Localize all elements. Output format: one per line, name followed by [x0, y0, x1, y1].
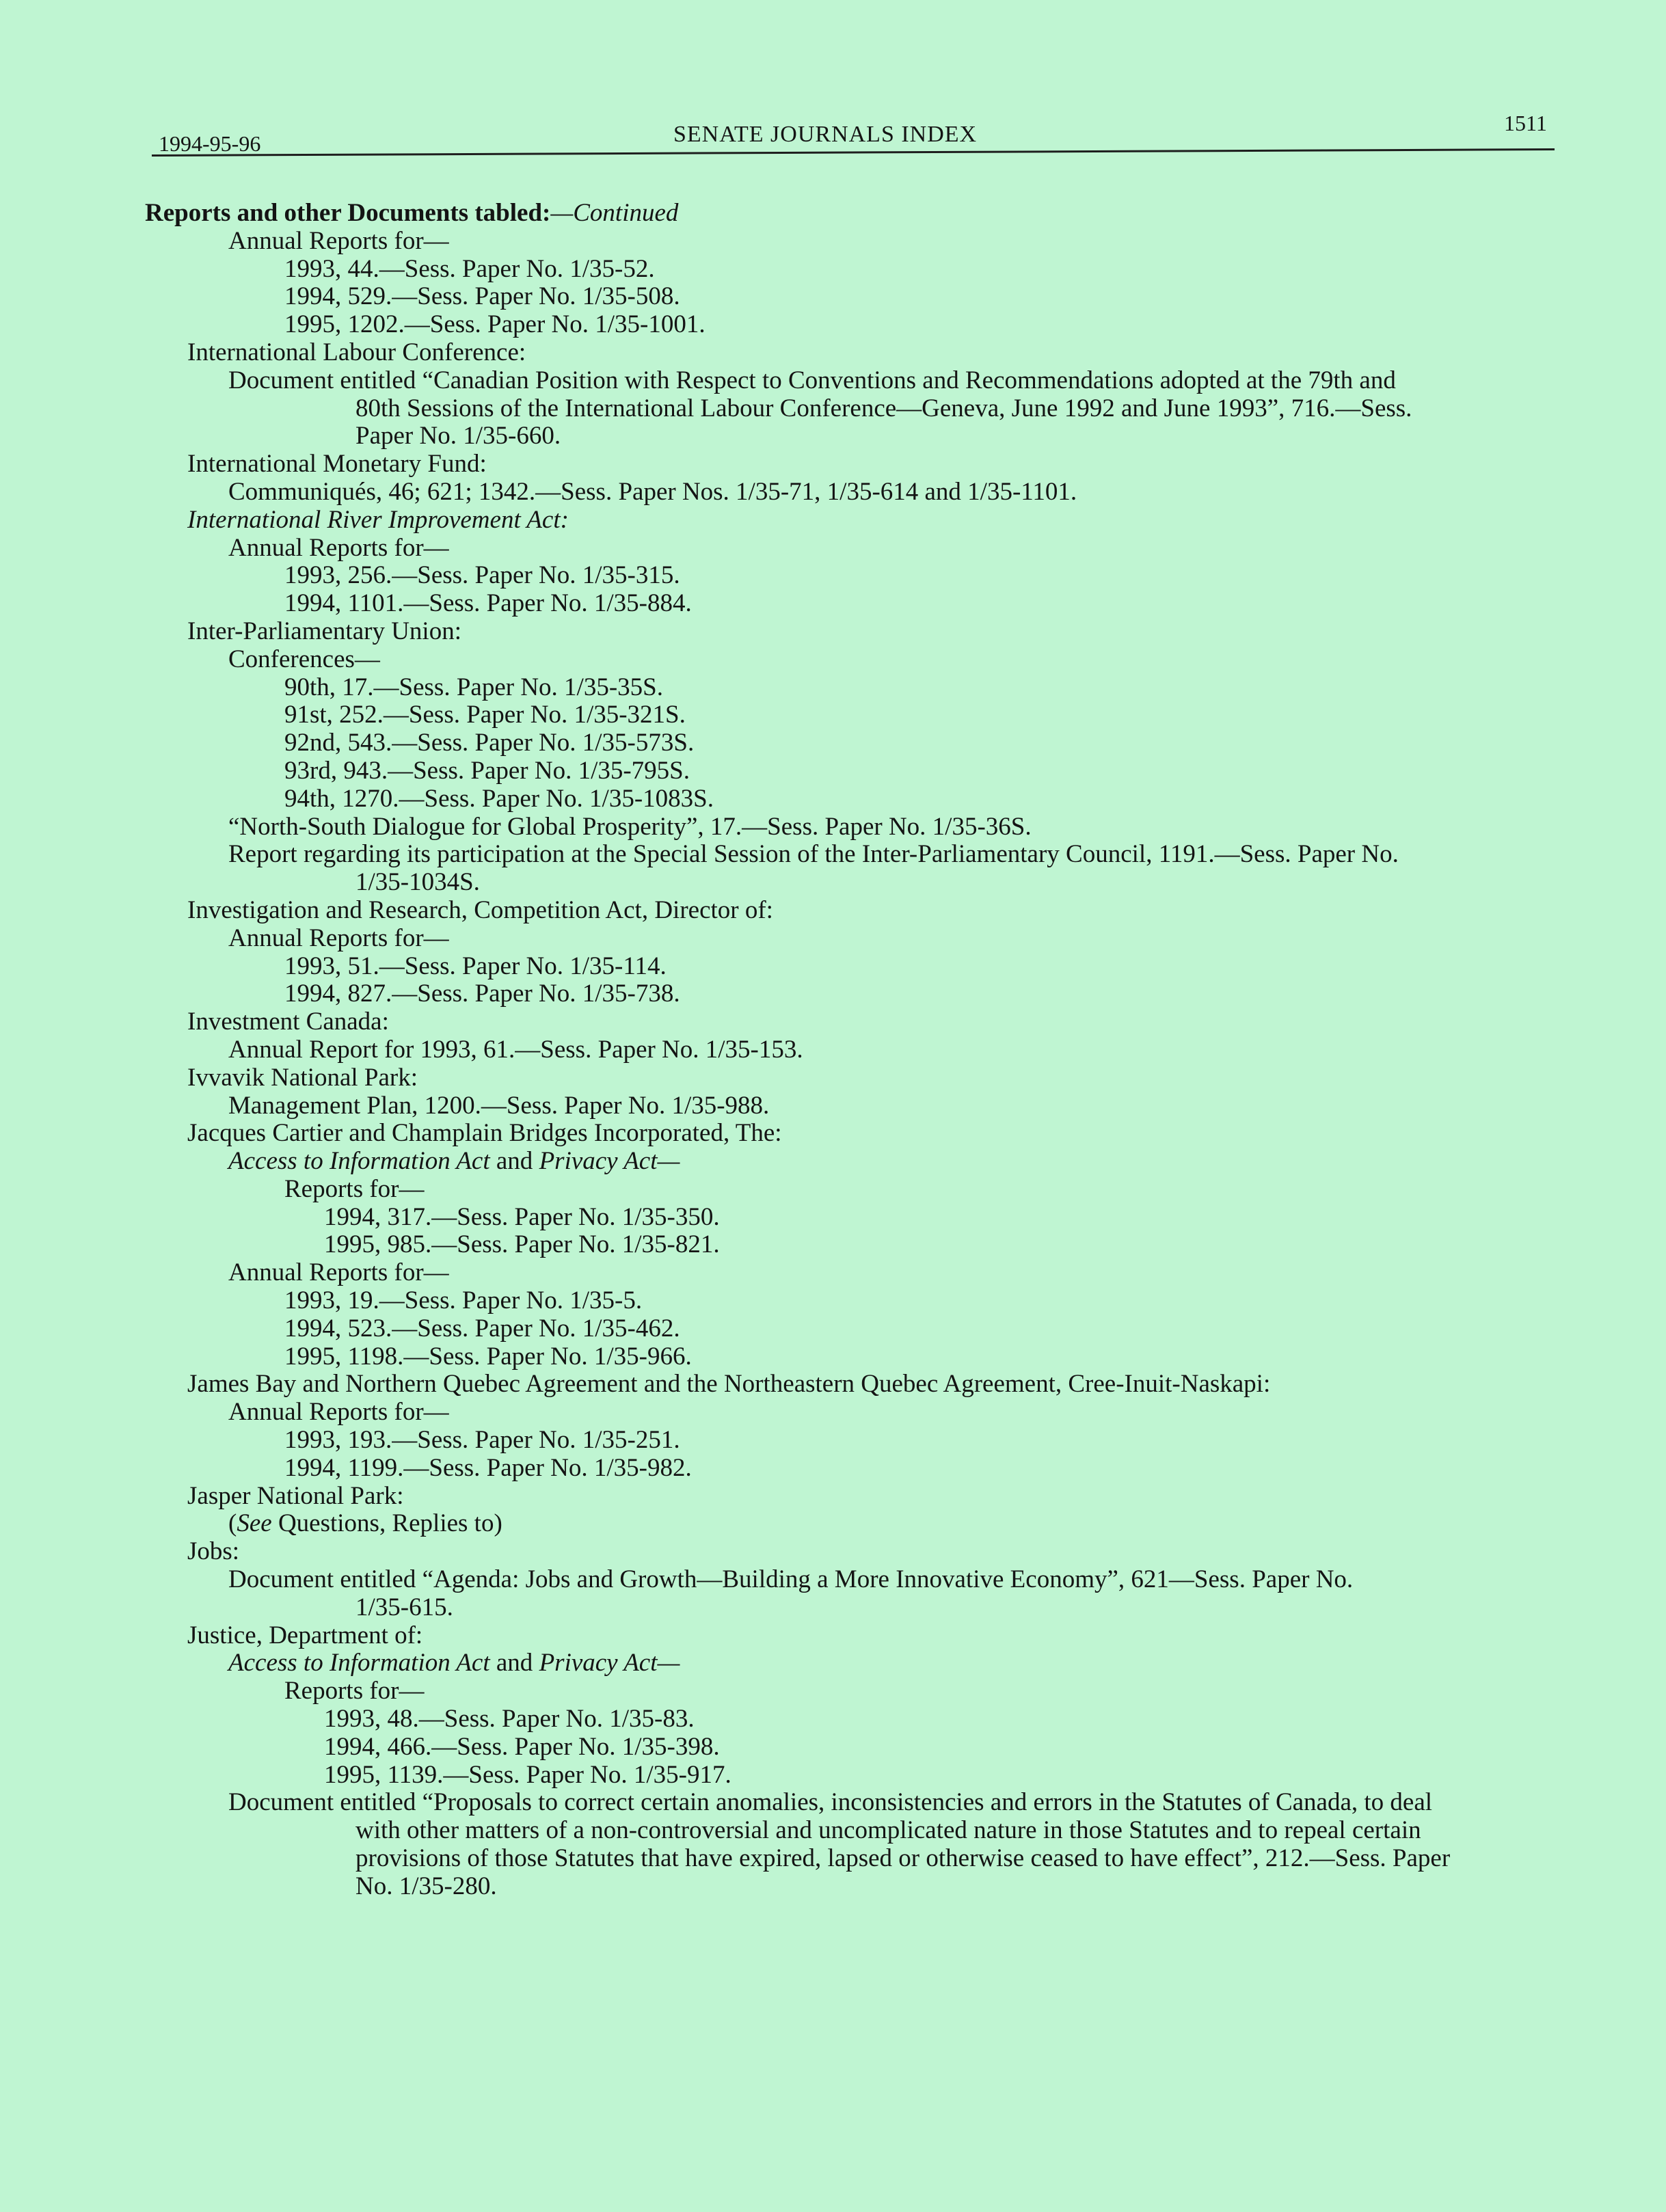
index-body — [145, 200, 1567, 1901]
act-name: Privacy Act— — [533, 1147, 680, 1176]
index-line-continued: with other matters of a non-controversial and uncomplicated nature in those Statutes and to repeal certain — [355, 1816, 1421, 1845]
section-heading-continued: —Continued — [550, 199, 679, 227]
index-line: 1993, 193.—Sess. Paper No. 1/35-251. — [284, 1426, 680, 1455]
index-entry: James Bay and Northern Quebec Agreement and the Northeastern Quebec Agreement, Cree-Inuit-Naskapi: — [187, 1370, 1271, 1399]
index-line: 90th, 17.—Sess. Paper No. 1/35-35S. — [284, 673, 663, 701]
index-line-continued: provisions of those Statutes that have expired, lapsed or otherwise ceased to have effect”, 212.—Sess. Paper — [355, 1844, 1451, 1873]
see-reference: See — [237, 1509, 272, 1538]
index-line: Reports for— — [284, 1677, 425, 1705]
index-line: 1994, 1101.—Sess. Paper No. 1/35-884. — [284, 589, 692, 618]
header-years: 1994-95-96 — [159, 131, 261, 156]
conjunction: and — [489, 1649, 533, 1677]
index-entry: International Monetary Fund: — [187, 450, 487, 478]
index-line: “North-South Dialogue for Global Prosperity”, 17.—Sess. Paper No. 1/35-36S. — [228, 812, 1032, 841]
index-line: Document entitled “Proposals to correct certain anomalies, inconsistencies and errors in the Statutes of Canada, to deal — [228, 1788, 1433, 1817]
page-number: 1511 — [1504, 111, 1547, 135]
index-line: 1995, 985.—Sess. Paper No. 1/35-821. — [324, 1230, 720, 1259]
index-entry: Jasper National Park: — [187, 1481, 404, 1510]
index-line-continued: 80th Sessions of the International Labour Conference—Geneva, June 1992 and June 1993”, 716.—Sess. — [355, 394, 1412, 422]
index-entry: Justice, Department of: — [187, 1621, 423, 1649]
index-line: 1993, 256.—Sess. Paper No. 1/35-315. — [284, 561, 680, 590]
index-line: Conferences— — [228, 645, 380, 673]
index-line-continued: No. 1/35-280. — [355, 1872, 497, 1900]
index-line: 1994, 827.—Sess. Paper No. 1/35-738. — [284, 980, 680, 1008]
index-line: Annual Reports for— — [228, 923, 449, 952]
index-line: Document entitled “Canadian Position with Respect to Conventions and Recommendations adopted at the 79th and — [228, 366, 1396, 394]
section-heading — [145, 200, 1567, 228]
index-line: Reports for— — [284, 1174, 425, 1203]
index-entry: Investment Canada: — [187, 1008, 389, 1036]
index-line: Report regarding its participation at the Special Session of the Inter-Parliamentary Council, 1191.—Sess. Paper No. — [228, 840, 1399, 869]
header-rule — [152, 148, 1555, 157]
index-line — [145, 1148, 1567, 1176]
index-line-continued: Paper No. 1/35-660. — [355, 422, 561, 450]
index-line: (See Questions, Replies to) — [228, 1509, 502, 1538]
index-entry: Jobs: — [187, 1537, 240, 1566]
index-line: 1995, 1202.—Sess. Paper No. 1/35-1001. — [284, 310, 706, 339]
index-line: 1993, 51.—Sess. Paper No. 1/35-114. — [284, 952, 667, 980]
index-line: Annual Reports for— — [228, 533, 449, 562]
conjunction: and — [489, 1147, 533, 1176]
index-line: 94th, 1270.—Sess. Paper No. 1/35-1083S. — [284, 784, 714, 813]
index-line: 1993, 44.—Sess. Paper No. 1/35-52. — [284, 254, 655, 283]
index-line: 1994, 1199.—Sess. Paper No. 1/35-982. — [284, 1453, 692, 1482]
index-line: 1994, 523.—Sess. Paper No. 1/35-462. — [284, 1314, 680, 1343]
index-entry: International River Improvement Act: — [187, 505, 569, 534]
index-entry: Ivvavik National Park: — [187, 1063, 418, 1092]
index-line: 1994, 529.—Sess. Paper No. 1/35-508. — [284, 282, 680, 311]
index-line: Annual Reports for— — [228, 1258, 449, 1287]
index-line: 1993, 19.—Sess. Paper No. 1/35-5. — [284, 1286, 643, 1315]
index-line — [145, 1649, 1567, 1677]
index-line: 1994, 466.—Sess. Paper No. 1/35-398. — [324, 1732, 720, 1761]
index-line: 93rd, 943.—Sess. Paper No. 1/35-795S. — [284, 756, 690, 785]
index-line: Annual Report for 1993, 61.—Sess. Paper No. 1/35-153. — [228, 1035, 803, 1064]
index-entry: Inter-Parliamentary Union: — [187, 617, 461, 645]
index-line: Annual Reports for— — [228, 1398, 449, 1427]
index-line: 91st, 252.—Sess. Paper No. 1/35-321S. — [284, 701, 686, 729]
index-line-continued: 1/35-1034S. — [355, 868, 480, 897]
index-entry: Investigation and Research, Competition Act, Director of: — [187, 895, 773, 924]
index-line: Management Plan, 1200.—Sess. Paper No. 1/35-988. — [228, 1091, 770, 1120]
act-name: Access to Information Act — [228, 1649, 490, 1677]
index-line: 1995, 1139.—Sess. Paper No. 1/35-917. — [324, 1760, 731, 1789]
index-entry: International Labour Conference: — [187, 338, 526, 366]
index-line-continued: 1/35-615. — [355, 1593, 453, 1621]
index-line: 1993, 48.—Sess. Paper No. 1/35-83. — [324, 1705, 695, 1734]
section-heading-bold: Reports and other Documents tabled: — [145, 199, 551, 227]
header-title: SENATE JOURNALS INDEX — [673, 122, 978, 147]
index-line: 1995, 1198.—Sess. Paper No. 1/35-966. — [284, 1342, 692, 1371]
index-line: Document entitled “Agenda: Jobs and Growth—Building a More Innovative Economy”, 621—Sess. Paper No. — [228, 1565, 1354, 1594]
index-line: Communiqués, 46; 621; 1342.—Sess. Paper Nos. 1/35-71, 1/35-614 and 1/35-1101. — [228, 477, 1077, 506]
index-line: 92nd, 543.—Sess. Paper No. 1/35-573S. — [284, 729, 695, 757]
index-line: 1994, 317.—Sess. Paper No. 1/35-350. — [324, 1202, 720, 1231]
act-name: Privacy Act— — [533, 1649, 680, 1677]
index-line: Annual Reports for— — [228, 226, 449, 255]
index-entry: Jacques Cartier and Champlain Bridges Incorporated, The: — [187, 1119, 782, 1148]
act-name: Access to Information Act — [228, 1147, 490, 1176]
